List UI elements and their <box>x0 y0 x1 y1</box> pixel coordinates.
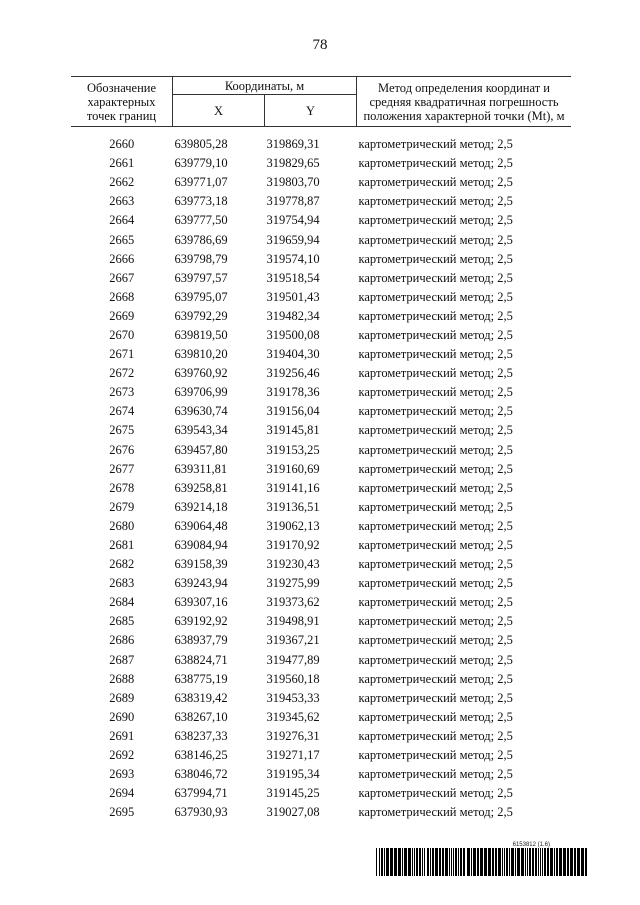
cell-method: картометрический метод; 2,5 <box>358 251 513 266</box>
table-row <box>71 288 571 307</box>
cell-y: 319574,10 <box>266 251 320 266</box>
cell-x: 639064,48 <box>174 518 228 533</box>
cell-y: 319373,62 <box>266 595 320 610</box>
coordinates-table <box>71 76 571 822</box>
cell-y: 319170,92 <box>266 538 320 553</box>
cell-y: 319062,13 <box>266 518 320 533</box>
cell-point-id: 2675 <box>109 423 135 438</box>
cell-point-id: 2666 <box>109 251 135 266</box>
table-row <box>71 517 571 536</box>
cell-x: 639797,57 <box>174 270 228 285</box>
table-row <box>71 421 571 440</box>
cell-point-id: 2695 <box>109 805 135 820</box>
table-row <box>71 192 571 211</box>
cell-y: 319482,34 <box>266 308 320 323</box>
cell-point-id: 2693 <box>109 767 135 782</box>
cell-x: 637994,71 <box>174 786 228 801</box>
cell-point-id: 2672 <box>109 366 135 381</box>
cell-point-id: 2684 <box>109 595 135 610</box>
cell-point-id: 2681 <box>109 538 135 553</box>
cell-y: 319145,81 <box>266 423 320 438</box>
cell-point-id: 2689 <box>109 690 135 705</box>
cell-y: 319501,43 <box>266 289 320 304</box>
cell-point-id: 2660 <box>109 137 135 152</box>
table-row <box>71 345 571 364</box>
cell-method: картометрический метод; 2,5 <box>358 347 513 362</box>
cell-x: 639630,74 <box>174 404 228 419</box>
cell-method: картометрический метод; 2,5 <box>358 805 513 820</box>
cell-point-id: 2676 <box>109 442 135 457</box>
cell-method: картометрический метод; 2,5 <box>358 595 513 610</box>
cell-point-id: 2662 <box>109 175 135 190</box>
cell-x: 639311,81 <box>174 461 228 476</box>
table-body <box>71 135 571 822</box>
table-row <box>71 211 571 230</box>
cell-point-id: 2679 <box>109 499 135 514</box>
cell-y: 319500,08 <box>266 327 320 342</box>
cell-y: 319271,17 <box>266 748 320 763</box>
cell-point-id: 2664 <box>109 213 135 228</box>
cell-y: 319160,69 <box>266 461 320 476</box>
cell-x: 638319,42 <box>174 690 228 705</box>
barcode-block <box>376 842 590 876</box>
cell-x: 637930,93 <box>174 805 228 820</box>
cell-point-id: 2665 <box>109 232 135 247</box>
table-row <box>71 727 571 746</box>
cell-point-id: 2668 <box>109 289 135 304</box>
cell-y: 319153,25 <box>266 442 320 457</box>
cell-method: картометрический метод; 2,5 <box>358 442 513 457</box>
cell-y: 319230,43 <box>266 557 320 572</box>
cell-method: картометрический метод; 2,5 <box>358 404 513 419</box>
table-row <box>71 631 571 650</box>
table-row <box>71 593 571 612</box>
table-row <box>71 536 571 555</box>
cell-x: 639779,10 <box>174 156 228 171</box>
cell-method: картометрический метод; 2,5 <box>358 557 513 572</box>
cell-y: 319803,70 <box>266 175 320 190</box>
table-row <box>71 555 571 574</box>
cell-point-id: 2686 <box>109 633 135 648</box>
cell-y: 319141,16 <box>266 480 320 495</box>
cell-y: 319275,99 <box>266 576 320 591</box>
cell-x: 639760,92 <box>174 366 228 381</box>
cell-method: картометрический метод; 2,5 <box>358 767 513 782</box>
cell-x: 639771,07 <box>174 175 228 190</box>
table-row <box>71 326 571 345</box>
cell-method: картометрический метод; 2,5 <box>358 137 513 152</box>
cell-x: 639214,18 <box>174 499 228 514</box>
cell-y: 319136,51 <box>266 499 320 514</box>
table-row <box>71 269 571 288</box>
table-row <box>71 441 571 460</box>
table-row <box>71 746 571 765</box>
cell-x: 639307,16 <box>174 595 228 610</box>
cell-y: 319156,04 <box>266 404 320 419</box>
table-row <box>71 479 571 498</box>
table-row <box>71 250 571 269</box>
cell-y: 319276,31 <box>266 728 320 743</box>
cell-x: 639084,94 <box>174 538 228 553</box>
cell-point-id: 2690 <box>109 709 135 724</box>
table-row <box>71 765 571 784</box>
table-row <box>71 498 571 517</box>
cell-point-id: 2677 <box>109 461 135 476</box>
cell-method: картометрический метод; 2,5 <box>358 461 513 476</box>
cell-method: картометрический метод; 2,5 <box>358 671 513 686</box>
cell-y: 319869,31 <box>266 137 320 152</box>
table-row <box>71 173 571 192</box>
cell-y: 319027,08 <box>266 805 320 820</box>
cell-x: 639795,07 <box>174 289 228 304</box>
cell-x: 639243,94 <box>174 576 228 591</box>
header-method-label: Метод определения координат и средняя квадратичная погрешность положения характерной точки (Mt), м <box>357 77 572 127</box>
table-row <box>71 708 571 727</box>
cell-method: картометрический метод; 2,5 <box>358 576 513 591</box>
cell-x: 639543,34 <box>174 423 228 438</box>
cell-point-id: 2674 <box>109 404 135 419</box>
cell-y: 319367,21 <box>266 633 320 648</box>
cell-point-id: 2670 <box>109 327 135 342</box>
cell-y: 319560,18 <box>266 671 320 686</box>
cell-method: картометрический метод; 2,5 <box>358 194 513 209</box>
cell-x: 639819,50 <box>174 327 228 342</box>
cell-y: 319778,87 <box>266 194 320 209</box>
cell-method: картометрический метод; 2,5 <box>358 175 513 190</box>
cell-x: 639706,99 <box>174 385 228 400</box>
cell-x: 639457,80 <box>174 442 228 457</box>
cell-y: 319404,30 <box>266 347 320 362</box>
table-row <box>71 689 571 708</box>
cell-x: 638237,33 <box>174 728 228 743</box>
table-row <box>71 784 571 803</box>
cell-x: 639810,20 <box>174 347 228 362</box>
cell-method: картометрический метод; 2,5 <box>358 518 513 533</box>
cell-point-id: 2673 <box>109 385 135 400</box>
cell-method: картометрический метод; 2,5 <box>358 366 513 381</box>
cell-method: картометрический метод; 2,5 <box>358 709 513 724</box>
cell-point-id: 2661 <box>109 156 135 171</box>
table-row <box>71 651 571 670</box>
table-row <box>71 803 571 822</box>
page-number: 78 <box>312 37 328 53</box>
cell-method: картометрический метод; 2,5 <box>358 633 513 648</box>
cell-y: 319453,33 <box>266 690 320 705</box>
table-header <box>71 77 571 127</box>
cell-method: картометрический метод; 2,5 <box>358 156 513 171</box>
cell-x: 639792,29 <box>174 308 228 323</box>
barcode-caption: 6153812 (1.6) <box>512 842 550 848</box>
cell-x: 638146,25 <box>174 748 228 763</box>
cell-y: 319195,34 <box>266 767 320 782</box>
cell-method: картометрический метод; 2,5 <box>358 423 513 438</box>
table-row <box>71 135 571 154</box>
table-row <box>71 460 571 479</box>
cell-method: картометрический метод; 2,5 <box>358 652 513 667</box>
cell-x: 639258,81 <box>174 480 228 495</box>
cell-point-id: 2663 <box>109 194 135 209</box>
table-row <box>71 383 571 402</box>
cell-point-id: 2692 <box>109 748 135 763</box>
table-row <box>71 612 571 631</box>
header-y-label: Y <box>265 95 357 127</box>
cell-point-id: 2682 <box>109 557 135 572</box>
cell-x: 639798,79 <box>174 251 228 266</box>
cell-x: 638937,79 <box>174 633 228 648</box>
cell-y: 319345,62 <box>266 709 320 724</box>
cell-x: 639158,39 <box>174 557 228 572</box>
cell-x: 639786,69 <box>174 232 228 247</box>
table-row <box>71 402 571 421</box>
cell-method: картометрический метод; 2,5 <box>358 538 513 553</box>
cell-point-id: 2688 <box>109 671 135 686</box>
cell-x: 639805,28 <box>174 137 228 152</box>
cell-method: картометрический метод; 2,5 <box>358 786 513 801</box>
cell-point-id: 2680 <box>109 518 135 533</box>
cell-y: 319754,94 <box>266 213 320 228</box>
cell-x: 639777,50 <box>174 213 228 228</box>
cell-method: картометрический метод; 2,5 <box>358 232 513 247</box>
header-spacer <box>71 127 571 136</box>
barcode-image <box>376 848 590 876</box>
table-row <box>71 230 571 249</box>
cell-method: картометрический метод; 2,5 <box>358 748 513 763</box>
cell-point-id: 2685 <box>109 614 135 629</box>
cell-x: 638775,19 <box>174 671 228 686</box>
cell-method: картометрический метод; 2,5 <box>358 289 513 304</box>
cell-y: 319477,89 <box>266 652 320 667</box>
cell-method: картометрический метод; 2,5 <box>358 308 513 323</box>
header-point-label: Обозначение характерных точек границ <box>71 77 173 127</box>
cell-point-id: 2691 <box>109 728 135 743</box>
cell-method: картометрический метод; 2,5 <box>358 213 513 228</box>
cell-method: картометрический метод; 2,5 <box>358 690 513 705</box>
cell-method: картометрический метод; 2,5 <box>358 327 513 342</box>
cell-method: картометрический метод; 2,5 <box>358 728 513 743</box>
cell-point-id: 2669 <box>109 308 135 323</box>
table-row <box>71 364 571 383</box>
cell-point-id: 2671 <box>109 347 135 362</box>
header-coords-label: Координаты, м <box>173 77 357 95</box>
cell-x: 639773,18 <box>174 194 228 209</box>
cell-y: 319145,25 <box>266 786 320 801</box>
cell-method: картометрический метод; 2,5 <box>358 480 513 495</box>
cell-point-id: 2687 <box>109 652 135 667</box>
cell-y: 319498,91 <box>266 614 320 629</box>
cell-x: 639192,92 <box>174 614 228 629</box>
cell-x: 638046,72 <box>174 767 228 782</box>
cell-method: картометрический метод; 2,5 <box>358 385 513 400</box>
cell-y: 319659,94 <box>266 232 320 247</box>
cell-point-id: 2678 <box>109 480 135 495</box>
header-x-label: X <box>173 95 265 127</box>
cell-x: 638824,71 <box>174 652 228 667</box>
table-row <box>71 307 571 326</box>
table-row <box>71 574 571 593</box>
cell-method: картометрический метод; 2,5 <box>358 614 513 629</box>
cell-point-id: 2694 <box>109 786 135 801</box>
cell-y: 319829,65 <box>266 156 320 171</box>
cell-point-id: 2667 <box>109 270 135 285</box>
cell-x: 638267,10 <box>174 709 228 724</box>
cell-y: 319518,54 <box>266 270 320 285</box>
cell-y: 319178,36 <box>266 385 320 400</box>
cell-point-id: 2683 <box>109 576 135 591</box>
cell-method: картометрический метод; 2,5 <box>358 499 513 514</box>
cell-method: картометрический метод; 2,5 <box>358 270 513 285</box>
cell-y: 319256,46 <box>266 366 320 381</box>
table-row <box>71 670 571 689</box>
table-row <box>71 154 571 173</box>
